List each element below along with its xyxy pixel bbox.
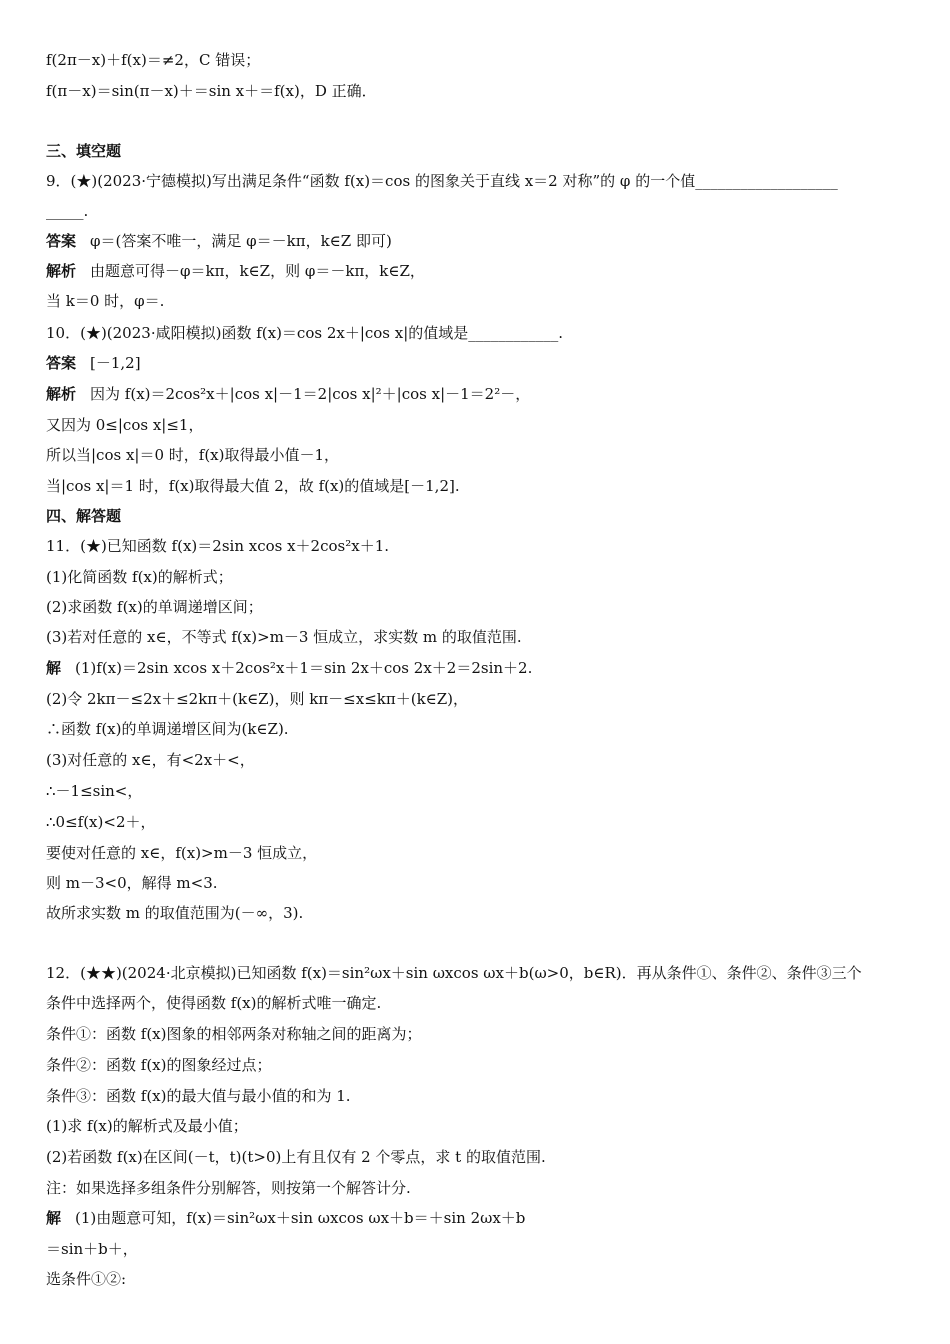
solution-text: (1)f(x)＝2sin xcos x＋2cos²x＋1＝sin 2x＋cos 2x＋2＝2sin＋2. bbox=[75, 659, 533, 677]
text-line: ＝sin＋b＋， bbox=[46, 1240, 138, 1258]
text-line: f(2π－x)＋f(x)＝≠2，C 错误； bbox=[46, 51, 261, 69]
analysis-text: 因为 f(x)＝2cos²x＋|cos x|－1＝2|cos x|²＋|cos x|－1＝2²－， bbox=[90, 385, 531, 403]
solution-tag: 解 bbox=[46, 659, 62, 677]
answer-tag: 答案 bbox=[46, 354, 77, 372]
text-line: ∴0≤f(x)<2＋， bbox=[46, 813, 156, 831]
text-line: 条件①：函数 f(x)图象的相邻两条对称轴之间的距离为； bbox=[46, 1025, 422, 1043]
question-11: 11．(★)已知函数 f(x)＝2sin xcos x＋2cos²x＋1. bbox=[46, 537, 390, 555]
text-line: (2)求函数 f(x)的单调递增区间； bbox=[46, 598, 263, 616]
text-line: (2)若函数 f(x)在区间(－t，t)(t>0)上有且仅有 2 个零点，求 t 的取值范围. bbox=[46, 1148, 546, 1166]
text-line: 选条件①②: bbox=[46, 1270, 127, 1288]
answer-tag: 答案 bbox=[46, 232, 77, 250]
solution-text: (1)由题意可知，f(x)＝sin²ωx＋sin ωxcos ωx＋b＝＋sin 2ωx＋b bbox=[75, 1209, 526, 1227]
text-line: 当|cos x|＝1 时，f(x)取得最大值 2，故 f(x)的值域是[－1,2]. bbox=[46, 477, 460, 495]
text-line: 则 m－3<0，解得 m<3. bbox=[46, 874, 218, 892]
text-line: _____. bbox=[46, 202, 89, 220]
text-line: f(π－x)＝sin(π－x)＋＝sin x＋＝f(x)，D 正确． bbox=[46, 82, 377, 100]
solution-line bbox=[46, 1207, 910, 1229]
text-line: (3)对任意的 x∈，有<2x＋<， bbox=[46, 751, 255, 769]
text-line: 当 k＝0 时，φ＝. bbox=[46, 292, 165, 310]
question-10: 10．(★)(2023·咸阳模拟)函数 f(x)＝cos 2x＋|cos x|的值域是____________. bbox=[46, 324, 564, 342]
analysis-line bbox=[46, 260, 910, 282]
solution-line bbox=[46, 657, 910, 679]
text-line: ∴－1≤sin<， bbox=[46, 782, 143, 800]
text-line: 故所求实数 m 的取值范围为(－∞，3). bbox=[46, 904, 304, 922]
analysis-line bbox=[46, 383, 910, 405]
answer-line bbox=[46, 352, 910, 374]
analysis-text: 由题意可得－φ＝kπ，k∈Z，则 φ＝－kπ，k∈Z， bbox=[90, 262, 425, 280]
text-line: 条件中选择两个，使得函数 f(x)的解析式唯一确定. bbox=[46, 994, 382, 1012]
text-line: (1)求 f(x)的解析式及最小值； bbox=[46, 1117, 248, 1135]
solution-tag: 解 bbox=[46, 1209, 62, 1227]
analysis-tag: 解析 bbox=[46, 262, 77, 280]
text-line: ∴函数 f(x)的单调递增区间为(k∈Z). bbox=[46, 720, 289, 738]
text-line: 条件②：函数 f(x)的图象经过点； bbox=[46, 1056, 272, 1074]
text-line: (3)若对任意的 x∈，不等式 f(x)>m－3 恒成立，求实数 m 的取值范围. bbox=[46, 628, 522, 646]
text-line: (2)令 2kπ－≤2x＋≤2kπ＋(k∈Z)，则 kπ－≤x≤kπ＋(k∈Z)， bbox=[46, 690, 469, 708]
text-line: 条件③：函数 f(x)的最大值与最小值的和为 1. bbox=[46, 1087, 351, 1105]
text-line: 又因为 0≤|cos x|≤1， bbox=[46, 416, 204, 434]
analysis-tag: 解析 bbox=[46, 385, 77, 403]
text-line: 所以当|cos x|＝0 时，f(x)取得最小值－1， bbox=[46, 446, 340, 464]
text-line: 注：如果选择多组条件分别解答，则按第一个解答计分. bbox=[46, 1179, 411, 1197]
answer-line bbox=[46, 230, 910, 252]
answer-text: φ＝(答案不唯一，满足 φ＝－kπ，k∈Z 即可) bbox=[90, 232, 392, 250]
section-heading-solve: 四、解答题 bbox=[46, 507, 122, 525]
section-heading-fill-in: 三、填空题 bbox=[46, 142, 122, 160]
question-12: 12．(★★)(2024·北京模拟)已知函数 f(x)＝sin²ωx＋sin ωxcos ωx＋b(ω>0，b∈R)．再从条件①、条件②、条件③三个 bbox=[46, 964, 862, 982]
question-9: 9．(★)(2023·宁德模拟)写出满足条件“函数 f(x)＝cos 的图象关于直线 x＝2 对称”的 φ 的一个值___________________ bbox=[46, 172, 838, 190]
text-line: (1)化简函数 f(x)的解析式； bbox=[46, 568, 233, 586]
answer-text: [－1,2] bbox=[90, 354, 141, 372]
text-line: 要使对任意的 x∈，f(x)>m－3 恒成立， bbox=[46, 844, 318, 862]
